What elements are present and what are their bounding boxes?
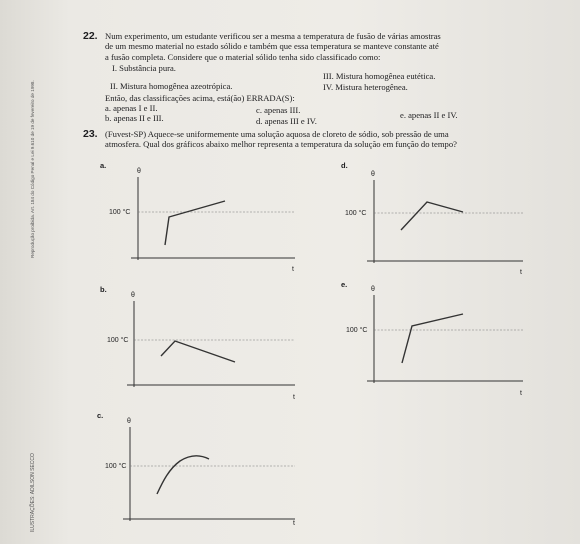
classification-item-2: II. Mistura homogênea azeotrópica. <box>110 81 233 91</box>
classification-item-4: IV. Mistura heterogênea. <box>323 82 408 92</box>
question-23-text-line1: (Fuvest-SP) Aquece-se uniformemente uma solução aquosa de cloreto de sódio, sob pressão de uma <box>105 129 449 139</box>
graph-d <box>345 168 535 278</box>
question-22-prompt: Então, das classificações acima, está(ão) ERRADA(S): <box>105 93 295 103</box>
graph-a-y-axis-label: θ <box>137 168 141 175</box>
question-22-text-line1: Num experimento, um estudante verificou ser a mesma a temperatura de fusão de várias amostras <box>105 31 441 41</box>
question-22-text-line2: de um mesmo material no estado sólido e também que essa temperatura se manteve constante até <box>105 41 439 51</box>
option-b: b. apenas II e III. <box>105 113 164 123</box>
graph-b-letter: b. <box>100 285 107 294</box>
option-d: d. apenas III e IV. <box>256 116 317 126</box>
graph-b-ref-label: 100 °C <box>107 337 129 344</box>
side-credit-copyright: Reprodução proibida. Art. 184 do Código Penal e Lei 9.610 de 19 de fevereiro de 1998. <box>30 80 35 258</box>
classification-item-3: III. Mistura homogênea eutética. <box>323 71 436 81</box>
graph-e-letter: e. <box>341 280 348 289</box>
question-22-text-line3: a fusão completa. Considere que o material sólido tenha sido classificado como: <box>105 52 381 62</box>
option-c: c. apenas III. <box>256 105 301 115</box>
graph-e-curve <box>402 314 463 363</box>
graph-d-curve <box>401 202 463 230</box>
graph-a-letter: a. <box>100 161 107 170</box>
classification-item-1: I. Substância pura. <box>112 63 176 73</box>
graph-c <box>105 415 305 527</box>
graph-b-curve <box>161 341 235 362</box>
graph-c-curve <box>157 456 209 494</box>
graph-e-y-axis-label: θ <box>371 286 375 293</box>
graph-b <box>105 289 305 401</box>
graph-a-x-axis-label: t <box>292 266 294 273</box>
graph-c-ref-label: 100 °C <box>105 463 127 470</box>
graph-c-y-axis-label: θ <box>127 418 131 425</box>
graph-e <box>345 283 535 398</box>
graph-b-x-axis-label: t <box>293 394 295 401</box>
question-23-number: 23. <box>83 128 98 140</box>
graph-e-x-axis-label: t <box>520 390 522 397</box>
graph-a-ref-label: 100 °C <box>109 209 131 216</box>
graph-d-letter: d. <box>341 161 348 170</box>
graph-b-y-axis-label: θ <box>131 292 135 299</box>
graph-d-y-axis-label: θ <box>371 171 375 178</box>
side-credit-illustrations: ILUSTRAÇÕES: ADILSON SECCO <box>30 453 36 532</box>
graph-c-letter: c. <box>97 411 104 420</box>
option-a: a. apenas I e II. <box>105 103 158 113</box>
graph-c-x-axis-label: t <box>293 520 295 527</box>
option-e: e. apenas II e IV. <box>400 110 458 120</box>
graph-a <box>105 165 305 275</box>
graph-d-x-axis-label: t <box>520 269 522 276</box>
graph-a-curve <box>165 201 225 245</box>
graph-e-ref-label: 100 °C <box>346 327 368 334</box>
question-23-text-line2: atmosfera. Qual dos gráficos abaixo melhor representa a temperatura da solução em função do tempo? <box>105 139 457 149</box>
graph-d-ref-label: 100 °C <box>345 210 367 217</box>
question-22-number: 22. <box>83 30 98 42</box>
